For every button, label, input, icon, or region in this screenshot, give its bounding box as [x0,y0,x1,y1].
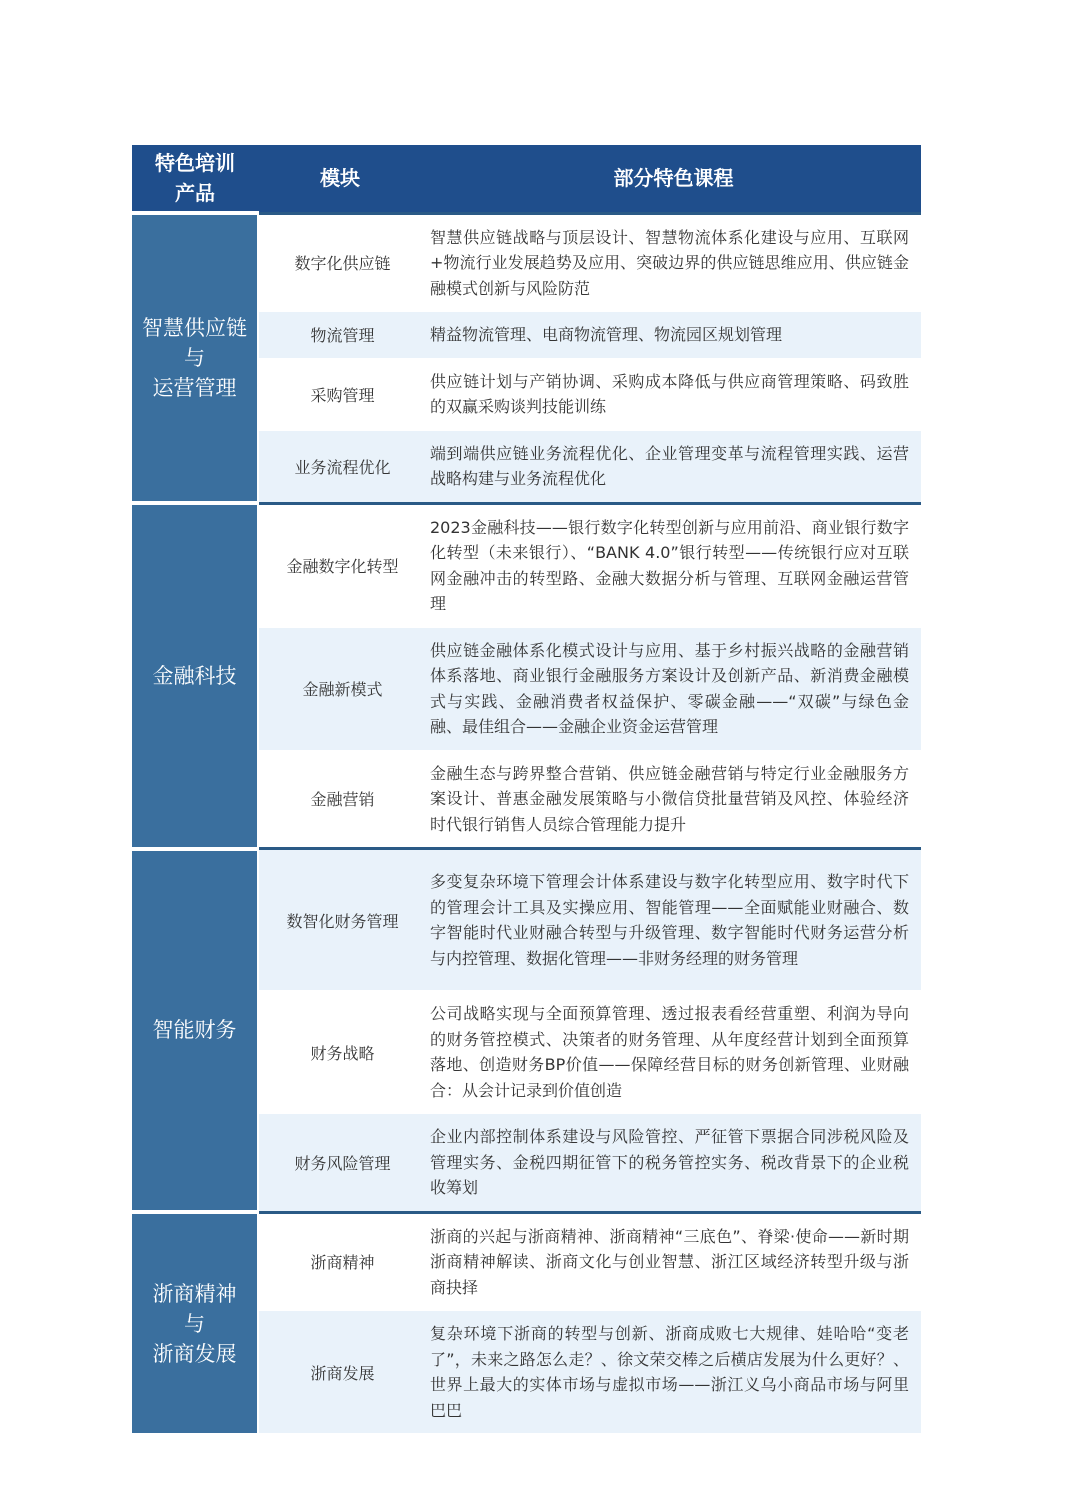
courses-cell: 端到端供应链业务流程优化、企业管理变革与流程管理实践、运营战略构建与业务流程优化 [426,430,921,503]
courses-cell: 浙商的兴起与浙商精神、浙商精神“三底色”、脊梁·使命——新时期浙商精神解读、浙商文化与创业智慧、浙江区域经济转型升级与浙商抉择 [426,1212,921,1311]
module-cell: 数智化财务管理 [258,849,426,991]
courses-cell: 供应链计划与产销协调、采购成本降低与供应商管理策略、码致胜的双赢采购谈判技能训练 [426,358,921,430]
table-row [132,1212,921,1311]
courses-cell: 智慧供应链战略与顶层设计、智慧物流体系化建设与应用、互联网+物流行业发展趋势及应用、突破边界的供应链思维应用、供应链金融模式创新与风险防范 [426,213,921,312]
header-product: 特色培训 产品 [132,145,258,213]
table-row [132,503,921,627]
module-cell: 金融营销 [258,750,426,849]
module-cell: 浙商精神 [258,1212,426,1311]
courses-cell: 企业内部控制体系建设与风险管控、严征管下票据合同涉税风险及管理实务、金税四期征管下的税务管控实务、税改背景下的企业税收筹划 [426,1114,921,1213]
table-row [132,849,921,991]
courses-cell: 公司战略实现与全面预算管理、透过报表看经营重塑、利润为导向的财务管控模式、决策者的财务管理、从年度经营计划到全面预算落地、创造财务BP价值——保障经营目标的财务创新管理、业财融合：从会计记录到价值创造 [426,991,921,1114]
courses-cell: 复杂环境下浙商的转型与创新、浙商成败七大规律、娃哈哈“变老了”，未来之路怎么走？、徐文荣交棒之后横店发展为什么更好？、世界上最大的实体市场与虚拟市场——浙江义乌小商品市场与阿里巴巴 [426,1311,921,1434]
module-cell: 数字化供应链 [258,213,426,312]
courses-cell: 供应链金融体系化模式设计与应用、基于乡村振兴战略的金融营销体系落地、商业银行金融服务方案设计及创新产品、新消费金融模式与实践、金融消费者权益保护、零碳金融——“双碳”与绿色金融、最佳组合——金融企业资金运营管理 [426,627,921,750]
table-header-row [132,145,921,213]
courses-cell: 金融生态与跨界整合营销、供应链金融营销与特定行业金融服务方案设计、普惠金融发展策略与小微信贷批量营销及风控、体验经济时代银行销售人员综合管理能力提升 [426,750,921,849]
category-zhejiang-merchants: 浙商精神 与 浙商发展 [132,1212,258,1433]
module-cell: 金融数字化转型 [258,503,426,627]
module-cell: 财务风险管理 [258,1114,426,1213]
category-smart-finance: 智能财务 [132,849,258,1213]
module-cell: 财务战略 [258,991,426,1114]
courses-cell: 精益物流管理、电商物流管理、物流园区规划管理 [426,312,921,359]
category-fintech: 金融科技 [132,503,258,849]
training-products-table [132,145,921,1433]
module-cell: 金融新模式 [258,627,426,750]
courses-cell: 多变复杂环境下管理会计体系建设与数字化转型应用、数字时代下的管理会计工具及实操应用、智能管理——全面赋能业财融合、数字智能时代业财融合转型与升级管理、数字智能时代财务运营分析与内控管理、数据化管理——非财务经理的财务管理 [426,849,921,991]
category-supply-chain: 智慧供应链 与 运营管理 [132,213,258,503]
module-cell: 采购管理 [258,358,426,430]
module-cell: 物流管理 [258,312,426,359]
module-cell: 业务流程优化 [258,430,426,503]
header-courses: 部分特色课程 [426,145,921,213]
courses-cell: 2023金融科技——银行数字化转型创新与应用前沿、商业银行数字化转型（未来银行）、“BANK 4.0”银行转型——传统银行应对互联网金融冲击的转型路、金融大数据分析与管理、互联网金融运营管理 [426,503,921,627]
header-module: 模块 [258,145,426,213]
table-row [132,213,921,312]
module-cell: 浙商发展 [258,1311,426,1434]
